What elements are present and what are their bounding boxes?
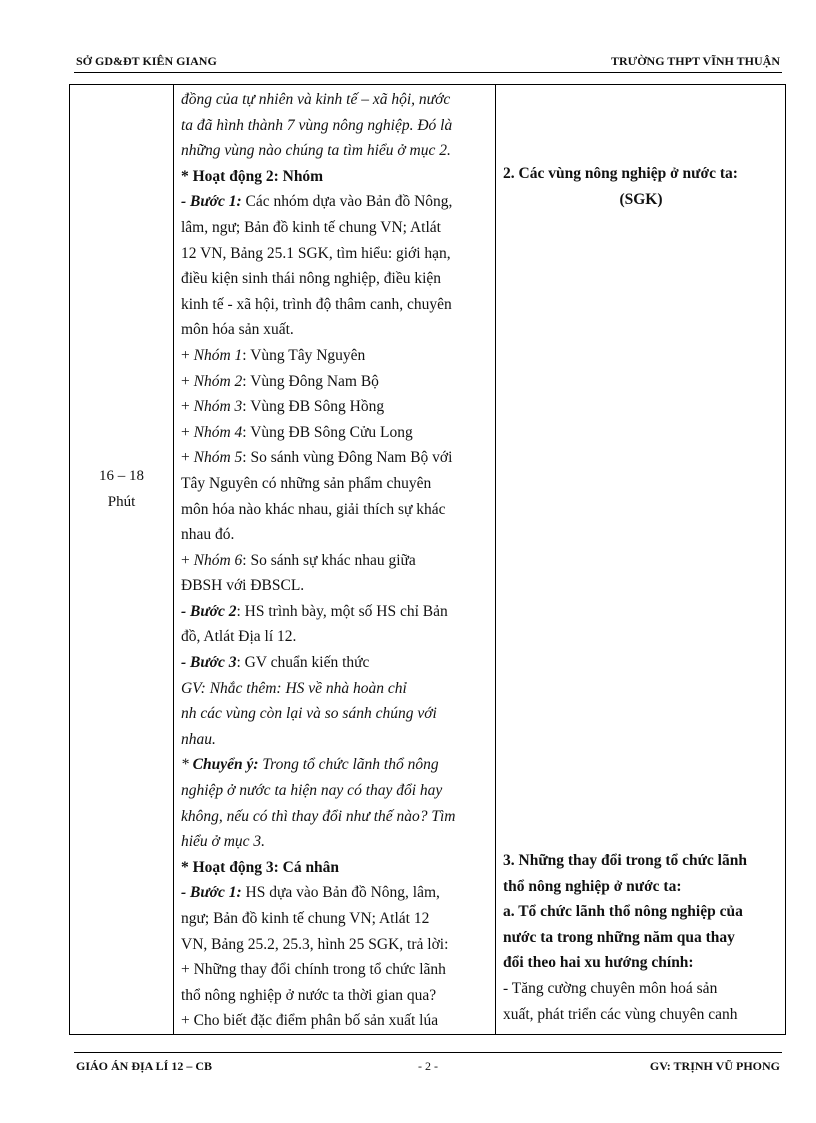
group-5-line: Tây Nguyên có những sản phẩm chuyên <box>181 474 432 492</box>
section-2-title: 2. Các vùng nông nghiệp ở nước ta: <box>503 165 738 182</box>
section-3-title: 3. Những thay đổi trong tổ chức lãnh <box>503 852 747 869</box>
group-6-line: ĐBSH với ĐBSCL. <box>181 577 305 595</box>
group-5-item: + Nhóm 5: So sánh vùng Đông Nam Bộ với <box>181 449 453 467</box>
step-1-line: kinh tế - xã hội, trình độ thâm canh, chuyên <box>181 295 452 313</box>
section-3-title: thổ nông nghiệp ở nước ta: <box>503 877 682 895</box>
transition-line: hiểu ở mục 3. <box>181 833 266 851</box>
step-1-line: điều kiện sinh thái nông nghiệp, điều kiện <box>181 270 442 288</box>
group-item: + Nhóm 1: Vùng Tây Nguyên <box>181 346 366 364</box>
section-3a-body: - Tăng cường chuyên môn hoá sản <box>503 979 718 997</box>
group-6-item: + Nhóm 6: So sánh sự khác nhau giữa <box>181 551 416 569</box>
activities-cell: đồng của tự nhiên và kinh tế – xã hội, nước ta đã hình thành 7 vùng nông nghiệp. Đó là những vùng nào chúng ta tìm hiểu ở mục 2. * Hoạt động 2: Nhóm - Bước 1: Các nhóm dựa vào Bản đồ Nông, lâm, ngư; Bản đồ kinh tế chung VN; Atlát 12 VN, Bảng 25.1 SGK, tìm hiểu: giới hạn, điều kiện sinh thái nông nghiệp, điều kiện kinh tế - xã hội, trình độ thâm canh, chuyên môn hóa sản xuất. + Nhóm 1: Vùng Tây Nguyên + Nhóm 2: Vùng Đông Nam Bộ + Nhóm 3: Vùng ĐB Sông Hồng + Nhóm 4: Vùng ĐB Sông Cửu Long + Nhóm 5: So sánh vùng Đông Nam Bộ với Tây Nguyên có những sản phẩm chuyên môn hóa nào khác nhau, giải thích sự khác nhau đó. + Nhóm 6: So sánh sự khác nhau giữa ĐBSH với ĐBSCL. - Bước 2: HS trình bày, một số HS chỉ Bản đồ, Atlát Địa lí 12. - Bước 3: GV chuẩn kiến thức GV: Nhắc thêm: HS về nhà hoàn chỉ nh các vùng còn lại và so sánh chúng với nhau. * Chuyển ý: Trong tổ chức lãnh thổ nông nghiệp ở nước ta hiện nay có thay đổi hay không, nếu có thì thay đổi như thế nào? Tìm hiểu ở mục 3. * Hoạt động 3: Cá nhân - Bước 1: HS dựa vào Bản đồ Nông, lâm, ngư; Bản đồ kinh tế chung VN; Atlát 12 VN, Bảng 25.2, 25.3, hình 25 SGK, trả lời: + Những thay đổi chính trong tổ chức lãnh thổ nông nghiệp ở nước ta thời gian qua? + Cho biết đặc điểm phân bố sản xuất lúa <box>174 85 496 1035</box>
step-1-line: 12 VN, Bảng 25.1 SGK, tìm hiểu: giới hạn, <box>181 244 451 262</box>
step-3-label: - Bước 3 <box>181 654 237 672</box>
intro-line: những vùng nào chúng ta tìm hiểu ở mục 2. <box>181 142 451 160</box>
activity-3-step-1-label: - Bước 1: <box>181 884 242 902</box>
footer-teacher: GV: TRỊNH VŨ PHONG <box>649 1059 780 1073</box>
activity-3-title: * Hoạt động 3: Cá nhân <box>181 858 340 876</box>
header-school-name: TRƯỜNG THPT VĨNH THUẬN <box>610 54 780 68</box>
step-1-text: Các nhóm dựa vào Bản đồ Nông, <box>241 193 453 211</box>
transition-line: không, nếu có thì thay đổi như thế nào? Tìm <box>181 807 456 825</box>
time-unit: Phút <box>107 493 136 510</box>
intro-line: ta đã hình thành 7 vùng nông nghiệp. Đó là <box>181 116 453 134</box>
step-2-label: - Bước 2 <box>181 602 237 620</box>
transition-label: Chuyển ý: <box>192 756 259 774</box>
group-item: + Nhóm 3: Vùng ĐB Sông Hồng <box>181 398 385 416</box>
activity-3-line: VN, Bảng 25.2, 25.3, hình 25 SGK, trả lời: <box>181 935 449 953</box>
gv-note-line: GV: Nhắc thêm: HS về nhà hoàn chỉ <box>181 679 407 697</box>
time-range: 16 – 18 <box>99 468 144 484</box>
transition-line: nghiệp ở nước ta hiện nay có thay đổi hay <box>181 782 443 800</box>
section-3a-heading: nước ta trong những năm qua thay <box>503 928 735 946</box>
header-school-department: SỞ GD&ĐT KIÊN GIANG <box>76 54 217 68</box>
page-header <box>74 52 782 73</box>
section-2-subtitle: (SGK) <box>619 190 663 208</box>
lesson-table <box>69 84 786 1035</box>
step-1-line: lâm, ngư; Bản đồ kinh tế chung VN; Atlát <box>181 218 441 236</box>
group-item: + Nhóm 2: Vùng Đông Nam Bộ <box>181 372 379 390</box>
activity-3-line: ngư; Bản đồ kinh tế chung VN; Atlát 12 <box>181 910 430 927</box>
group-5-line: nhau đó. <box>181 526 235 544</box>
step-2-text: : HS trình bày, một số HS chỉ Bản <box>236 602 448 620</box>
transition-line: * Chuyển ý: Trong tổ chức lãnh thổ nông <box>181 756 439 774</box>
step-2-line: đồ, Atlát Địa lí 12. <box>181 628 297 646</box>
gv-note-line: nhau. <box>181 730 216 748</box>
section-3a-heading: đổi theo hai xu hướng chính: <box>503 954 694 972</box>
section-3a-body: xuất, phát triển các vùng chuyên canh <box>503 1005 738 1023</box>
gv-note-line: nh các vùng còn lại và so sánh chúng với <box>181 705 437 723</box>
content-cell <box>496 85 786 1035</box>
page-footer <box>74 1052 782 1075</box>
activity-3-line: + Những thay đổi chính trong tổ chức lãnh <box>181 961 446 979</box>
time-cell <box>70 85 174 1035</box>
group-5-line: môn hóa nào khác nhau, giải thích sự khác <box>181 500 446 518</box>
activity-3-line: thổ nông nghiệp ở nước ta thời gian qua? <box>181 986 437 1004</box>
activity-2-title: * Hoạt động 2: Nhóm <box>181 167 324 185</box>
step-1-label: - Bước 1: <box>181 193 242 211</box>
section-3a-heading: a. Tổ chức lãnh thổ nông nghiệp của <box>503 903 743 921</box>
footer-course: GIÁO ÁN ĐỊA LÍ 12 – CB <box>76 1059 213 1073</box>
step-3-text: : GV chuẩn kiến thức <box>236 654 370 672</box>
activity-3-line: + Cho biết đặc điểm phân bố sản xuất lúa <box>181 1012 439 1030</box>
page-number: - 2 - <box>418 1059 438 1073</box>
step-1-line: môn hóa sản xuất. <box>181 321 294 339</box>
intro-line: đồng của tự nhiên và kinh tế – xã hội, nước <box>181 91 451 108</box>
group-item: + Nhóm 4: Vùng ĐB Sông Cửu Long <box>181 423 413 441</box>
